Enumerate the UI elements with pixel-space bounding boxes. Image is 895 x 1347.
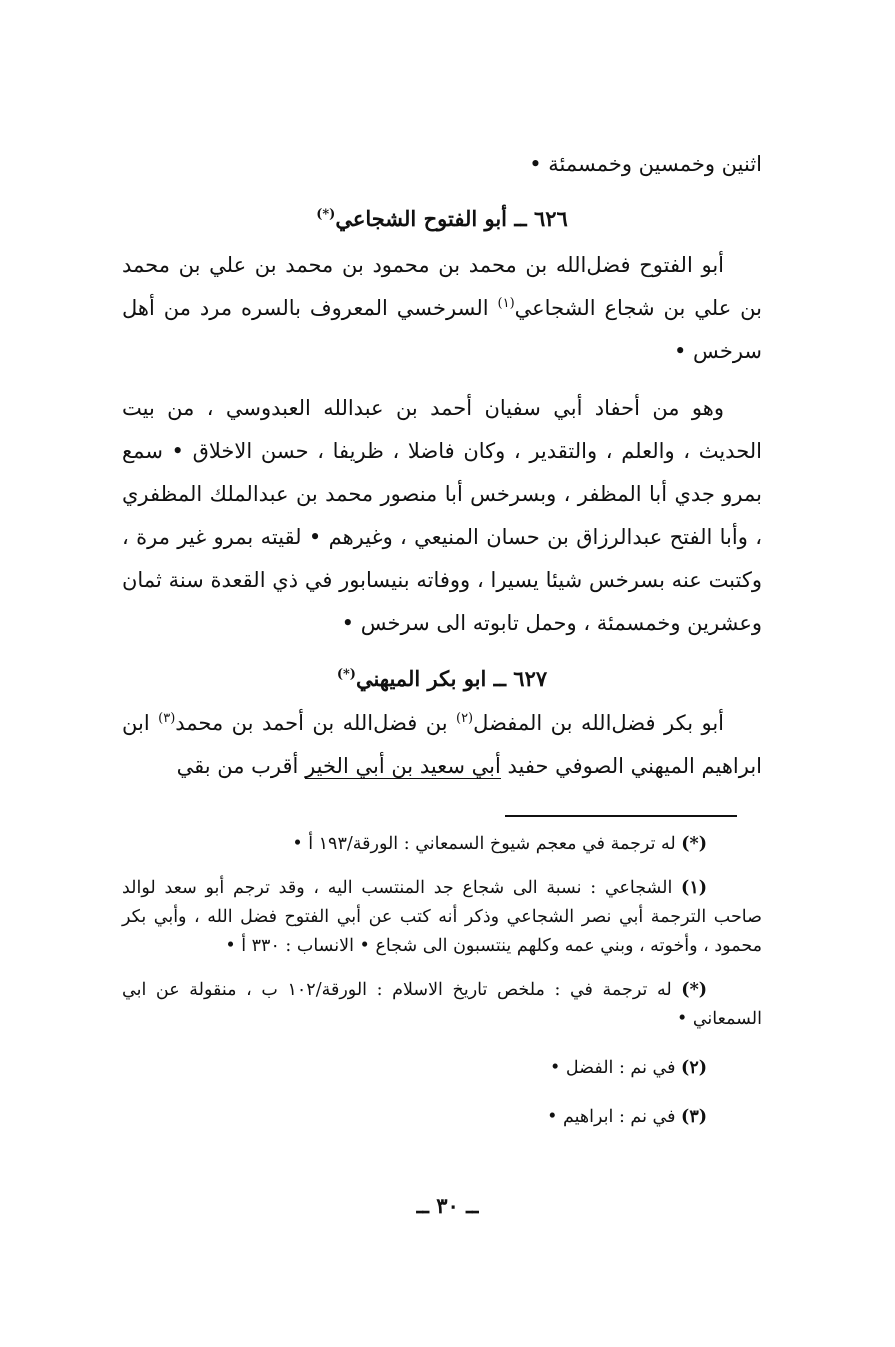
footnote-2 bbox=[122, 1054, 762, 1083]
entry-626-paragraph-2: وهو من أحفاد أبي سفيان أحمد بن عبدالله العبدوسي ، من بيت الحديث ، والعلم ، والتقدير ، وكان فاضلا ، ظريفا ، حسن الاخلاق • سمع بمرو جدي أبا المظفر ، وبسرخس أبا منصور محمد بن عبدالملك المظفري ، وأبا الفتح عبدالرزاق بن حسان المنيعي ، وغيرهم • لقيته بمرو غير مرة ، وكتبت عنه بسرخس شيئا يسيرا ، ووفاته بنيسابور في ذي القعدة سنة ثمان وعشرين وخمسمئة ، وحمل تابوته الى سرخس • bbox=[122, 396, 762, 635]
footnote-3 bbox=[122, 1103, 762, 1132]
footnote-star-1 bbox=[122, 830, 762, 859]
footnote-star-2-text: له ترجمة في : ملخص تاريخ الاسلام : الورقة/١٠٢ ب ، منقولة عن ابي السمعاني • bbox=[122, 980, 762, 1029]
entry-627-p1-text-d: أقرب من بقي bbox=[176, 754, 306, 778]
entry-626-p1-text-a: أبو الفتوح فضل‌الله بن محمد بن محمود بن محمد بن علي بن محمد بن علي بن شجاع الشجاعي bbox=[122, 253, 762, 320]
entry-626-title: ٦٢٦ ــ أبو الفتوح الشجاعي bbox=[335, 206, 568, 231]
entry-627-title: ٦٢٧ ــ ابو بكر الميهني bbox=[355, 666, 548, 691]
page-number: ــ ٣٠ ــ bbox=[416, 1193, 479, 1218]
footnote-ref-3: (٣) bbox=[158, 711, 176, 726]
footnote-2-text: في نم : الفضل • bbox=[550, 1058, 682, 1078]
footnote-3-mark: (٣) bbox=[681, 1107, 707, 1127]
footnote-2-mark: (٢) bbox=[681, 1058, 707, 1078]
entry-627-heading-mark: (*) bbox=[336, 667, 356, 682]
entry-627-underlined-name: أبي سعيد بن أبي الخير bbox=[305, 754, 501, 778]
entry-627-paragraph-1 bbox=[122, 702, 762, 788]
footnote-1-mark: (١) bbox=[681, 878, 707, 898]
entry-627-p1-text-b: بن فضل‌الله بن أحمد بن محمد bbox=[175, 711, 456, 735]
footnote-3-text: في نم : ابراهيم • bbox=[547, 1107, 682, 1127]
footnotes bbox=[122, 830, 762, 1132]
footnote-star-2-mark: (*) bbox=[681, 980, 708, 1000]
entry-627-p1-text-a: أبو بكر فضل‌الله بن المفضل bbox=[473, 711, 725, 735]
entry-626-heading-mark: (*) bbox=[316, 207, 336, 222]
footnote-star-2 bbox=[122, 976, 762, 1034]
entry-626-p1-text-b: السرخسي المعروف بالسره مرد من أهل سرخس • bbox=[122, 296, 762, 363]
footnote-ref-2: (٢) bbox=[455, 711, 474, 726]
footnote-ref-1: (١) bbox=[497, 296, 515, 311]
entry-627-heading bbox=[122, 657, 762, 700]
entry-627-p1-text-c: ابن ابراهيم الميهني الصوفي حفيد bbox=[122, 711, 762, 778]
main-text bbox=[122, 143, 762, 788]
footnote-separator bbox=[505, 815, 737, 817]
entry-626-paragraph-1 bbox=[122, 244, 762, 373]
footnote-1-text: الشجاعي : نسبة الى شجاع جد المنتسب اليه ، وقد ترجم أبو سعد لوالد صاحب الترجمة أبي نصر الشجاعي وذكر أنه كتب عن أبي الفتوح فضل الله ، وأبي بكر محمود ، وأخوته ، وبني عمه وكلهم ينتسبون الى شجاع • الانساب : ٣٣٠ أ • bbox=[122, 878, 762, 956]
footnote-1 bbox=[122, 874, 762, 961]
continuation-line: اثنين وخمسين وخمسمئة • bbox=[529, 152, 762, 176]
footnote-star-1-text: له ترجمة في معجم شيوخ السمعاني : الورقة/١٩٣ أ • bbox=[292, 834, 682, 854]
entry-626-heading bbox=[122, 197, 762, 240]
footnote-star-1-mark: (*) bbox=[681, 834, 707, 854]
